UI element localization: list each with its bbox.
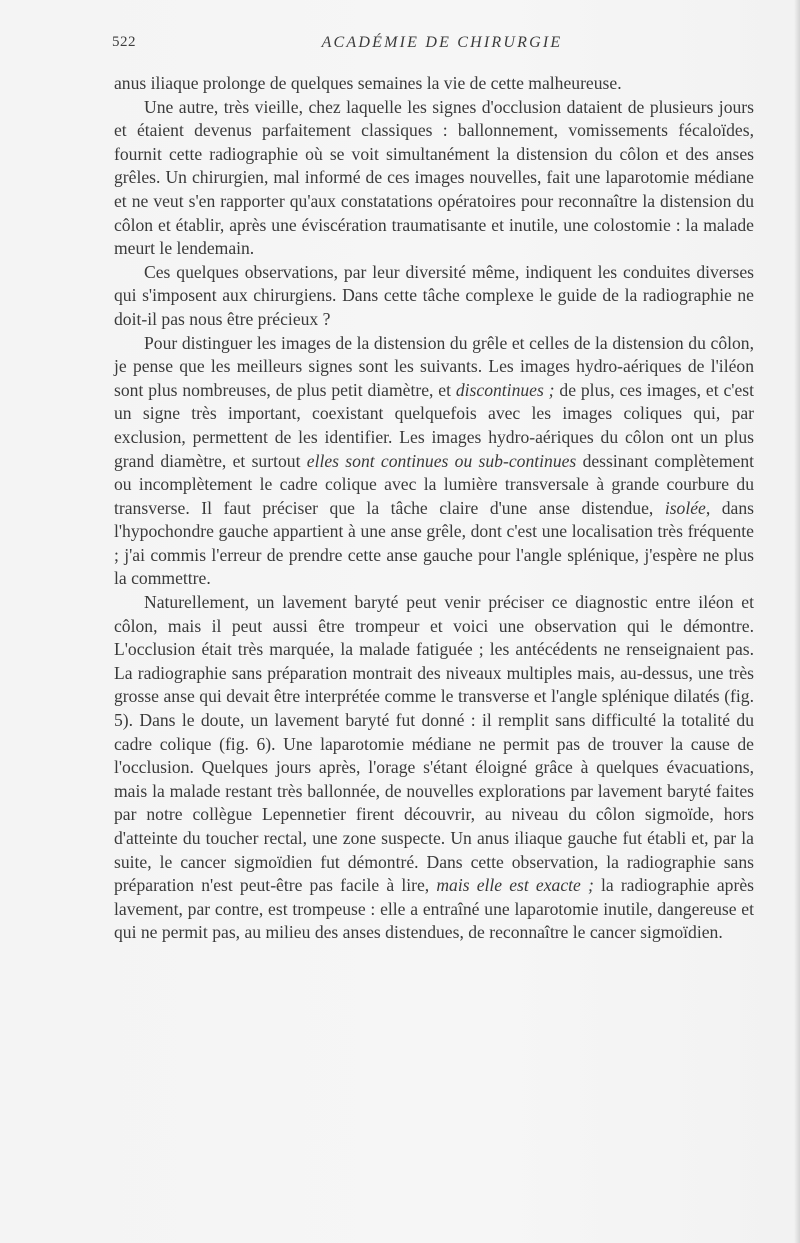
paragraph [114, 261, 754, 332]
text-segment: la radiographie après lavement, par contre, est trompeuse : elle a entraîné une laparotomie inutile, dangereuse et qui ne permit pas, au milieu des anses distendues, de reconnaître le cancer sigmoïdien. [114, 875, 754, 943]
text-segment: de plus, ces images, et c'est un signe très important, coexistant quelquefois avec les images coliques qui, par exclusion, permettent de les identifier. Les images hydro-aériques du côlon ont un plus grand diamètre, et surtout [114, 379, 754, 471]
italic-text-segment: elles sont continues ou sub-continues [306, 450, 577, 471]
text-segment: dessinant complètement ou incomplètement le cadre colique avec la lumière transversale à grande courbure du transverse. Il faut préciser que la tâche claire d'une anse distendue, [114, 450, 755, 518]
italic-text-segment: discontinues ; [455, 379, 555, 400]
page-header [112, 34, 754, 60]
text-segment: , dans l'hypochondre gauche appartient à une anse grêle, dont c'est une localisation très fréquente ; j'ai commis l'erreur de prendre cette anse gauche pour l'angle splénique, j'espère ne plus la commettre. [114, 497, 755, 589]
italic-text-segment: isolée [664, 497, 706, 518]
italic-text-segment: mais elle est exacte ; [436, 875, 594, 896]
page-edge-shadow [794, 0, 800, 1243]
text-segment: anus iliaque prolonge de quelques semaines la vie de cette malheureuse. [114, 73, 622, 93]
page-number: 522 [112, 34, 136, 50]
running-title: ACADÉMIE DE CHIRURGIE [321, 34, 563, 51]
paragraph [114, 332, 754, 592]
text-segment: Ces quelques observations, par leur diversité même, indiquent les conduites diverses qui s'imposent aux chirurgiens. Dans cette tâche complexe le guide de la radiographie ne doit-il pas nous être précieux ? [114, 261, 754, 329]
text-segment: Naturellement, un lavement baryté peut venir préciser ce diagnostic entre iléon et côlon, mais il peut aussi être trompeur et voici une observation qui le démontre. L'occlusion était très marquée, la malade fatiguée ; les antécédents ne renseignaient pas. La radiographie sans préparation montrait des niveaux multiples mais, au-dessus, une très grosse anse qui devait être interprétée comme le transverse et l'angle splénique dilatés (fig. 5). Dans le doute, un lavement baryté fut donné : il remplit sans difficulté la totalité du cadre colique (fig. 6). Une laparotomie médiane ne permit pas de trouver la cause de l'occlusion. Quelques jours après, l'orage s'étant éloigné grâce à quelques évacuations, mais la malade restant très ballonnée, de nouvelles explorations par lavement baryté faites par notre collègue Lepennetier firent découvrir, au niveau du côlon sigmoïde, hors d'atteinte du toucher rectal, une zone suspecte. Un anus iliaque gauche fut établi et, par la suite, le cancer sigmoïdien fut démontré. Dans cette observation, la radiographie sans préparation n'est peut-être pas facile à lire, [114, 592, 754, 896]
text-segment: Une autre, très vieille, chez laquelle les signes d'occlusion dataient de plusieurs jours et étaient devenus parfaitement classiques : ballonnement, vomissements fécaloïdes, fournit cette radiographie où se voit simultanément la distension du côlon et des anses grêles. Un chirurgien, mal informé de ces images nouvelles, fait une laparotomie médiane et ne veut s'en rapporter qu'aux constatations opératoires pour reconnaître la distension du côlon et établir, après une éviscération traumatisante et inutile, une colostomie : la malade meurt le lendemain. [114, 96, 754, 259]
paragraph [114, 591, 754, 945]
text-segment: Pour distinguer les images de la distension du grêle et celles de la distension du côlon, je pense que les meilleurs signes sont les suivants. Les images hydro-aériques de l'iléon sont plus nombreuses, de plus petit diamètre, et [114, 332, 754, 400]
body-text [114, 72, 754, 945]
paragraph [114, 96, 754, 261]
paragraph [114, 72, 754, 96]
